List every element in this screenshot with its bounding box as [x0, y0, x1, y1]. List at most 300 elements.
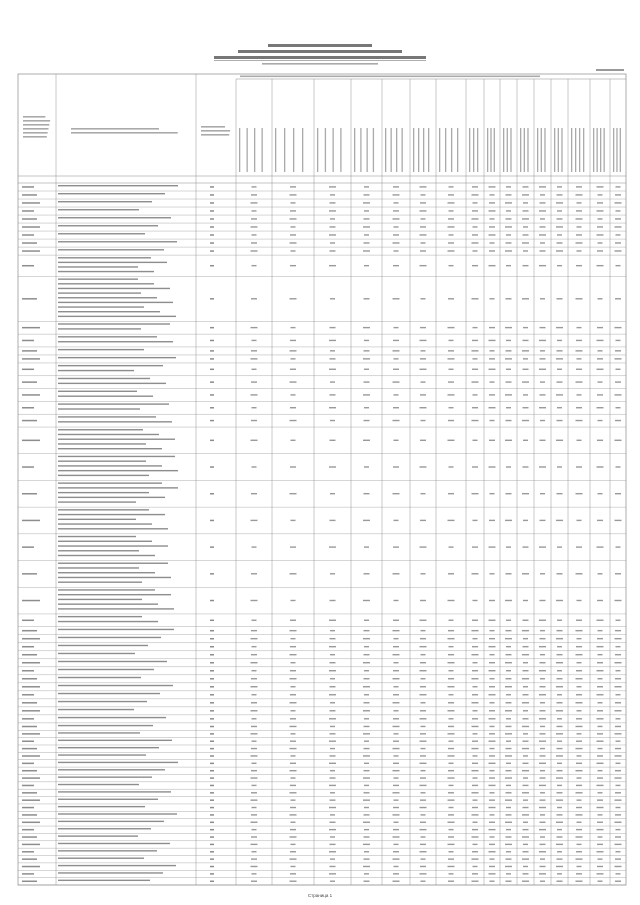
table-cell-value: [557, 265, 562, 266]
header-vertical-label: [558, 128, 559, 172]
table-cell-value: [330, 799, 336, 800]
table-cell-value: [616, 620, 621, 621]
table-cell-value: [448, 242, 454, 243]
table-cell-value: [597, 662, 603, 663]
table-cell-value: [523, 662, 528, 663]
table-cell-value: [394, 638, 399, 639]
table-cell-value: [393, 350, 400, 351]
table-cell-value: [393, 807, 399, 808]
table-cell-value: [489, 202, 495, 203]
table-cell-value: [252, 785, 257, 786]
table-cell-value: [577, 520, 582, 521]
table-cell-value: [472, 670, 478, 671]
table-cell-value: [449, 234, 454, 235]
table-cell-value: [329, 873, 336, 874]
row-code: [22, 250, 40, 252]
table-cell-value: [472, 573, 479, 574]
table-cell-value: [576, 630, 583, 631]
table-cell-value: [251, 358, 258, 359]
row-description: [58, 487, 178, 488]
table-cell-value: [615, 440, 622, 441]
title-caption: [262, 63, 378, 65]
table-cell-value: [615, 298, 621, 299]
row-description: [58, 725, 153, 726]
header-col-project-id: [201, 134, 229, 136]
table-cell-value: [394, 250, 399, 251]
row-unit: [210, 466, 214, 468]
table-cell-value: [448, 686, 455, 687]
table-cell-value: [540, 202, 546, 203]
table-cell-value: [330, 702, 335, 703]
table-cell-value: [330, 866, 336, 867]
table-cell-value: [597, 265, 604, 266]
table-cell-value: [420, 646, 427, 647]
table-cell-value: [251, 814, 257, 815]
table-cell-value: [290, 873, 296, 874]
table-cell-value: [597, 733, 603, 734]
table-cell-value: [364, 858, 370, 859]
row-description: [58, 193, 165, 194]
row-code: [22, 630, 37, 632]
table-cell-value: [615, 226, 622, 227]
table-cell-value: [523, 844, 528, 845]
row-description: [58, 550, 139, 551]
table-cell-value: [576, 702, 583, 703]
table-cell-value: [616, 234, 621, 235]
table-cell-value: [472, 785, 478, 786]
table-cell-value: [330, 678, 335, 679]
header-vertical-label: [373, 128, 374, 172]
table-cell-value: [472, 678, 479, 679]
table-cell-value: [557, 369, 562, 370]
table-cell-value: [506, 814, 512, 815]
row-code: [22, 686, 40, 688]
table-cell-value: [539, 546, 546, 547]
table-cell-value: [557, 381, 563, 382]
row-description: [58, 249, 164, 250]
table-cell-value: [598, 836, 603, 837]
table-cell-value: [556, 733, 563, 734]
row-description: [58, 288, 170, 289]
row-description: [58, 460, 146, 461]
row-description: [58, 754, 146, 755]
row-unit: [210, 440, 214, 442]
table-cell-value: [506, 234, 511, 235]
table-cell-value: [506, 763, 511, 764]
row-unit: [210, 350, 214, 352]
table-cell-value: [420, 777, 426, 778]
table-cell-value: [364, 466, 369, 467]
table-cell-value: [420, 799, 426, 800]
table-cell-value: [472, 873, 478, 874]
table-cell-value: [251, 327, 258, 328]
table-cell-value: [523, 710, 528, 711]
table-cell-value: [615, 792, 621, 793]
table-cell-value: [522, 194, 529, 195]
row-description: [58, 747, 159, 748]
row-unit: [210, 242, 214, 244]
table-cell-value: [421, 726, 426, 727]
row-code: [22, 777, 40, 779]
table-cell-value: [490, 770, 495, 771]
table-cell-value: [472, 194, 479, 195]
table-cell-value: [540, 702, 545, 703]
row-description: [58, 872, 163, 873]
table-cell-value: [577, 394, 582, 395]
table-cell-value: [615, 202, 622, 203]
table-cell-value: [290, 792, 297, 793]
table-cell-value: [539, 873, 546, 874]
table-cell-value: [576, 493, 583, 494]
table-cell-value: [448, 218, 454, 219]
table-cell-value: [420, 740, 427, 741]
table-cell-value: [598, 858, 603, 859]
table-cell-value: [489, 740, 496, 741]
table-cell-value: [393, 646, 399, 647]
row-unit: [210, 381, 214, 383]
table-cell-value: [540, 298, 545, 299]
table-cell-value: [615, 733, 622, 734]
table-cell-value: [329, 785, 336, 786]
table-cell-value: [420, 466, 427, 467]
table-cell-value: [393, 369, 399, 370]
table-cell-value: [597, 718, 604, 719]
table-cell-value: [616, 466, 621, 467]
table-cell-value: [506, 718, 511, 719]
table-cell-value: [539, 763, 546, 764]
table-cell-value: [291, 866, 296, 867]
table-cell-value: [448, 600, 455, 601]
table-cell-value: [523, 638, 528, 639]
table-cell-value: [330, 630, 335, 631]
row-description: [58, 391, 137, 392]
table-cell-value: [616, 546, 621, 547]
table-cell-value: [540, 844, 546, 845]
table-cell-value: [506, 340, 511, 341]
table-cell-value: [420, 710, 426, 711]
table-cell-value: [473, 755, 478, 756]
table-cell-value: [506, 194, 512, 195]
table-cell-value: [506, 381, 512, 382]
row-description: [58, 653, 135, 654]
table-cell-value: [489, 466, 496, 467]
table-cell-value: [557, 350, 563, 351]
table-cell-value: [329, 829, 336, 830]
table-cell-value: [557, 851, 562, 852]
table-cell-value: [522, 748, 529, 749]
header-vertical-label: [510, 128, 511, 172]
table-cell-value: [506, 873, 511, 874]
table-cell-value: [420, 829, 427, 830]
table-cell-value: [576, 718, 582, 719]
table-cell-value: [363, 710, 370, 711]
row-description: [58, 408, 140, 409]
table-cell-value: [291, 799, 296, 800]
row-code: [22, 740, 34, 742]
table-cell-value: [364, 340, 369, 341]
table-cell-value: [329, 234, 336, 235]
row-unit: [210, 520, 214, 522]
header-col-group-number: [23, 136, 47, 138]
table-cell-value: [490, 748, 495, 749]
table-cell-value: [576, 420, 583, 421]
table-cell-value: [598, 678, 603, 679]
table-cell-value: [597, 369, 604, 370]
table-cell-value: [330, 755, 336, 756]
table-cell-value: [597, 546, 604, 547]
table-cell-value: [290, 194, 297, 195]
header-vertical-label: [293, 128, 294, 172]
table-cell-value: [251, 250, 258, 251]
table-cell-value: [489, 807, 496, 808]
row-description: [58, 858, 144, 859]
table-cell-value: [421, 678, 426, 679]
table-cell-value: [557, 407, 562, 408]
table-cell-value: [576, 785, 582, 786]
row-unit: [210, 694, 214, 696]
table-cell-value: [523, 600, 528, 601]
table-cell-value: [393, 881, 400, 882]
table-cell-value: [523, 755, 528, 756]
row-unit: [210, 814, 214, 816]
row-unit: [210, 770, 214, 772]
row-unit: [210, 234, 214, 236]
table-cell-value: [522, 493, 529, 494]
table-cell-value: [597, 686, 603, 687]
table-cell-value: [557, 858, 563, 859]
table-cell-value: [557, 654, 563, 655]
table-cell-value: [506, 298, 512, 299]
table-cell-value: [576, 654, 583, 655]
table-cell-value: [364, 670, 369, 671]
table-cell-value: [290, 726, 297, 727]
table-cell-value: [394, 327, 399, 328]
table-cell-value: [576, 369, 582, 370]
table-cell-value: [576, 620, 582, 621]
table-cell-value: [523, 718, 529, 719]
row-description: [58, 501, 136, 502]
table-cell-value: [576, 726, 583, 727]
row-description: [58, 341, 173, 342]
row-description: [58, 555, 155, 556]
table-cell-value: [448, 420, 454, 421]
table-cell-value: [597, 755, 603, 756]
table-cell-value: [523, 866, 528, 867]
table-cell-value: [329, 407, 336, 408]
table-cell-value: [251, 381, 257, 382]
table-cell-value: [490, 630, 495, 631]
table-cell-value: [251, 881, 257, 882]
table-cell-value: [448, 630, 454, 631]
table-cell-value: [505, 777, 512, 778]
table-cell-value: [421, 350, 426, 351]
table-cell-value: [523, 440, 528, 441]
table-cell-value: [522, 814, 529, 815]
table-cell-value: [522, 242, 529, 243]
table-cell-value: [291, 638, 296, 639]
table-cell-value: [598, 298, 603, 299]
table-cell-value: [364, 493, 370, 494]
table-cell-value: [364, 807, 369, 808]
table-cell-value: [252, 265, 257, 266]
row-code: [22, 546, 34, 548]
table-cell-value: [556, 394, 563, 395]
table-cell-value: [252, 546, 257, 547]
table-cell-value: [393, 186, 399, 187]
table-cell-value: [290, 420, 297, 421]
table-cell-value: [576, 873, 582, 874]
table-cell-value: [597, 210, 604, 211]
table-cell-value: [506, 420, 512, 421]
row-unit: [210, 710, 214, 712]
table-cell-value: [556, 777, 563, 778]
table-cell-value: [252, 694, 257, 695]
table-cell-value: [616, 785, 621, 786]
table-cell-value: [252, 763, 257, 764]
table-cell-value: [290, 814, 297, 815]
table-cell-value: [615, 654, 621, 655]
table-cell-value: [364, 836, 370, 837]
table-cell-value: [577, 600, 582, 601]
row-code: [22, 726, 37, 728]
table-cell-value: [448, 394, 455, 395]
table-cell-value: [329, 851, 336, 852]
table-cell-value: [576, 218, 583, 219]
table-cell-value: [364, 814, 370, 815]
table-cell-value: [290, 851, 296, 852]
table-cell-value: [291, 710, 296, 711]
table-cell-value: [420, 440, 426, 441]
table-cell-value: [522, 702, 529, 703]
header-col-project-id: [201, 130, 230, 132]
table-cell-value: [523, 226, 528, 227]
table-cell-value: [557, 807, 562, 808]
table-cell-value: [505, 844, 512, 845]
table-cell-value: [251, 792, 257, 793]
table-cell-value: [490, 678, 495, 679]
table-cell-value: [506, 218, 512, 219]
row-code: [22, 873, 34, 875]
row-unit: [210, 573, 214, 575]
row-unit: [210, 202, 214, 204]
table-cell-value: [539, 851, 546, 852]
row-description: [58, 717, 166, 718]
table-cell-value: [472, 620, 478, 621]
table-cell-value: [597, 763, 604, 764]
table-cell-value: [448, 250, 455, 251]
row-code: [22, 210, 34, 212]
table-cell-value: [506, 407, 511, 408]
table-cell-value: [615, 493, 621, 494]
row-description: [58, 835, 138, 836]
table-cell-value: [598, 493, 603, 494]
table-cell-value: [329, 369, 336, 370]
row-description: [58, 806, 145, 807]
table-cell-value: [597, 844, 603, 845]
table-cell-value: [615, 662, 622, 663]
table-cell-value: [290, 573, 297, 574]
table-cell-value: [522, 678, 529, 679]
table-cell-value: [523, 686, 528, 687]
table-cell-value: [364, 298, 370, 299]
table-cell-value: [393, 829, 399, 830]
table-cell-value: [489, 440, 495, 441]
row-code: [22, 420, 37, 422]
table-cell-value: [489, 340, 496, 341]
row-description: [58, 776, 152, 777]
table-cell-value: [448, 440, 455, 441]
table-cell-value: [489, 763, 496, 764]
row-code: [22, 186, 34, 188]
table-cell-value: [523, 407, 529, 408]
table-cell-value: [394, 600, 399, 601]
table-cell-value: [291, 327, 296, 328]
table-cell-value: [251, 638, 258, 639]
table-cell-value: [472, 493, 479, 494]
row-description: [58, 599, 142, 600]
header-col-group-number: [23, 132, 48, 134]
header-vertical-label: [469, 128, 470, 172]
table-cell-value: [251, 702, 257, 703]
header-vertical-label: [239, 128, 240, 172]
table-cell-value: [291, 202, 296, 203]
row-description: [58, 677, 141, 678]
header-col-group-number: [23, 128, 48, 130]
table-cell-value: [421, 702, 426, 703]
table-cell-value: [251, 748, 257, 749]
row-description: [58, 365, 163, 366]
table-cell-value: [393, 694, 399, 695]
table-cell-value: [448, 350, 454, 351]
table-cell-value: [472, 740, 478, 741]
table-cell-value: [364, 694, 369, 695]
row-description: [58, 762, 178, 763]
table-cell-value: [522, 881, 529, 882]
table-cell-value: [330, 638, 336, 639]
header-vertical-label: [520, 128, 521, 172]
table-cell-value: [540, 381, 545, 382]
row-description: [58, 302, 173, 303]
table-cell-value: [330, 600, 336, 601]
table-cell-value: [576, 763, 582, 764]
table-cell-value: [490, 350, 495, 351]
table-cell-value: [540, 250, 546, 251]
row-code: [22, 799, 40, 801]
table-cell-value: [597, 358, 603, 359]
table-cell-value: [615, 755, 622, 756]
table-cell-value: [330, 350, 335, 351]
table-cell-value: [506, 546, 511, 547]
table-cell-value: [472, 763, 478, 764]
table-cell-value: [597, 234, 604, 235]
table-cell-value: [364, 573, 370, 574]
row-code: [22, 710, 40, 712]
table-cell-value: [364, 851, 369, 852]
table-cell-value: [251, 600, 258, 601]
header-vertical-label: [477, 128, 478, 172]
table-cell-value: [472, 829, 478, 830]
table-cell-value: [290, 858, 297, 859]
table-cell-value: [330, 250, 336, 251]
row-description: [58, 799, 158, 800]
row-unit: [210, 733, 214, 735]
table-cell-value: [330, 420, 335, 421]
table-cell-value: [473, 520, 478, 521]
header-col-project-id: [201, 126, 225, 128]
row-code: [22, 654, 37, 656]
table-cell-value: [540, 858, 545, 859]
table-cell-value: [539, 785, 546, 786]
